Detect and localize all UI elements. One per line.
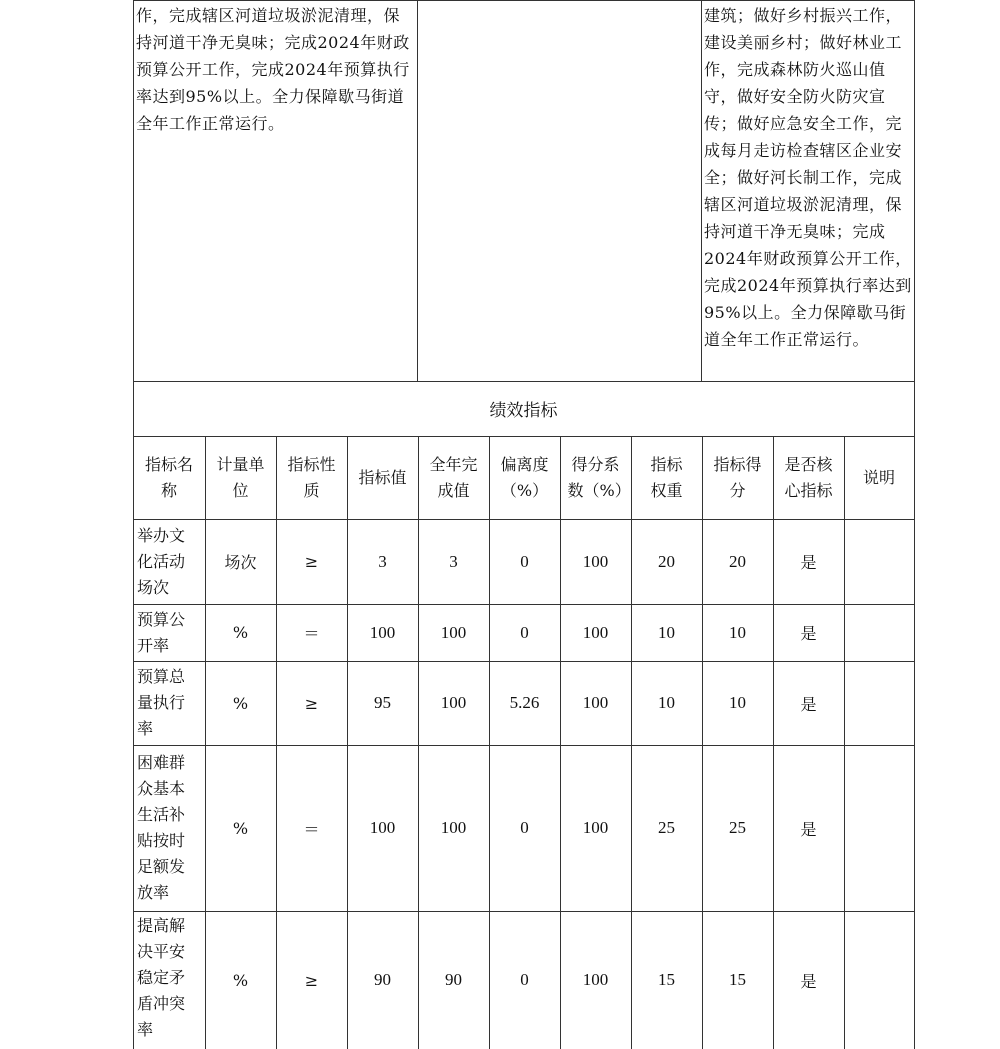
grid-line [418,436,419,1049]
grid-line [133,0,915,1]
grid-line [205,436,206,1049]
col-header-unit: 计量单位 [216,454,265,500]
unit-cell: % [232,623,249,642]
grid-line [133,381,915,382]
weight-cell: 15 [658,970,675,989]
grid-line [347,436,348,1049]
coef-cell: 100 [582,551,609,571]
unit-cell: 场次 [224,553,257,572]
grid-line [133,519,915,520]
core-cell: 是 [800,553,817,572]
nature-cell: ＝ [303,819,320,839]
deviation-cell: 0 [520,551,529,571]
core-cell: 是 [800,819,817,839]
col-header-score: 指标得分 [713,454,762,500]
core-cell: 是 [800,624,817,643]
col-header-coef: 得分系数（%） [567,454,631,500]
core-cell: 是 [800,694,817,714]
actual-cell: 90 [445,970,462,989]
actual-cell: 100 [440,818,467,837]
grid-line [560,436,561,1049]
weight-cell: 25 [658,818,675,837]
score-cell: 10 [729,622,746,642]
score-cell: 20 [729,551,746,571]
actual-cell: 100 [440,693,467,712]
target-cell: 3 [378,551,387,571]
grid-line [701,0,702,381]
nature-cell: ≥ [304,970,319,990]
grid-line [702,436,703,1049]
actual-cell: 3 [449,551,458,571]
coef-cell: 100 [582,693,609,712]
col-header-weight: 指标权重 [650,454,683,500]
grid-line [417,0,418,381]
grid-line [133,745,915,746]
col-header-deviation: 偏离度（%） [500,454,549,500]
note-cell [844,745,914,911]
top-right-text: 建筑；做好乡村振兴工作，建设美丽乡村；做好林业工作，完成森林防火巡山值守，做好安全防火防灾宣传；做好应急安全工作，完成每月走访检查辖区企业安全；做好河长制工作，完成辖区河道垃圾淤泥清理，保持河道干净无臭味；完成2024年财政预算公开工作，完成2024年预算执行率达到95%以上。全力保障歇马街道全年工作正常运行。 [704,6,912,349]
grid-line [133,604,915,605]
weight-cell: 10 [658,622,675,642]
nature-cell: ≥ [304,693,319,713]
unit-cell: % [232,970,249,990]
coef-cell: 100 [582,818,609,837]
score-cell: 10 [729,693,746,712]
deviation-cell: 5.26 [509,693,540,712]
grid-line [844,436,845,1049]
grid-line [489,436,490,1049]
deviation-cell: 0 [520,818,529,837]
col-header-name: 指标名称 [145,454,194,500]
grid-line [773,436,774,1049]
score-cell: 15 [729,970,746,989]
score-cell: 25 [729,818,746,837]
indicator-name: 举办文化活动场次 [137,525,186,597]
table-row [133,604,914,661]
grid-line [276,436,277,1049]
indicator-name: 困难群众基本生活补贴按时足额发放率 [137,753,186,902]
unit-cell: % [232,693,249,713]
col-header-core: 是否核心指标 [784,454,833,500]
col-header-note: 说明 [862,467,895,487]
grid-line [631,436,632,1049]
col-header-target: 指标值 [358,467,407,487]
indicator-name: 预算公开率 [137,609,186,655]
table-row [133,911,914,1049]
target-cell: 90 [374,970,391,989]
grid-line [133,0,134,1049]
note-cell [844,911,914,1049]
target-cell: 100 [369,622,396,642]
core-cell: 是 [800,971,817,991]
coef-cell: 100 [582,622,609,642]
grid-line [914,0,915,1049]
unit-cell: % [232,818,249,838]
deviation-cell: 0 [520,970,529,989]
target-cell: 95 [374,693,391,712]
table-row [133,745,914,911]
coef-cell: 100 [582,970,609,989]
nature-cell: ＝ [303,624,320,643]
note-cell [844,519,914,604]
grid-line [133,661,915,662]
indicator-name: 提高解决平安稳定矛盾冲突率 [137,916,186,1039]
weight-cell: 10 [658,693,675,712]
col-header-actual: 全年完成值 [429,454,478,500]
grid-line [133,911,915,912]
top-left-text: 作，完成辖区河道垃圾淤泥清理，保持河道干净无臭味；完成2024年财政预算公开工作，完成2024年预算执行率达到95%以上。全力保障歇马街道全年工作正常运行。 [136,6,410,133]
note-cell [844,604,914,661]
deviation-cell: 0 [520,622,529,642]
weight-cell: 20 [658,551,675,571]
target-cell: 100 [369,818,396,837]
table-row [133,661,914,745]
col-header-nature: 指标性质 [287,454,336,500]
table-row [133,519,914,604]
note-cell [844,661,914,745]
indicator-name: 预算总量执行率 [137,667,186,738]
grid-line [133,436,915,437]
nature-cell: ≥ [304,552,319,571]
section-title: 绩效指标 [489,401,558,421]
actual-cell: 100 [440,622,467,642]
